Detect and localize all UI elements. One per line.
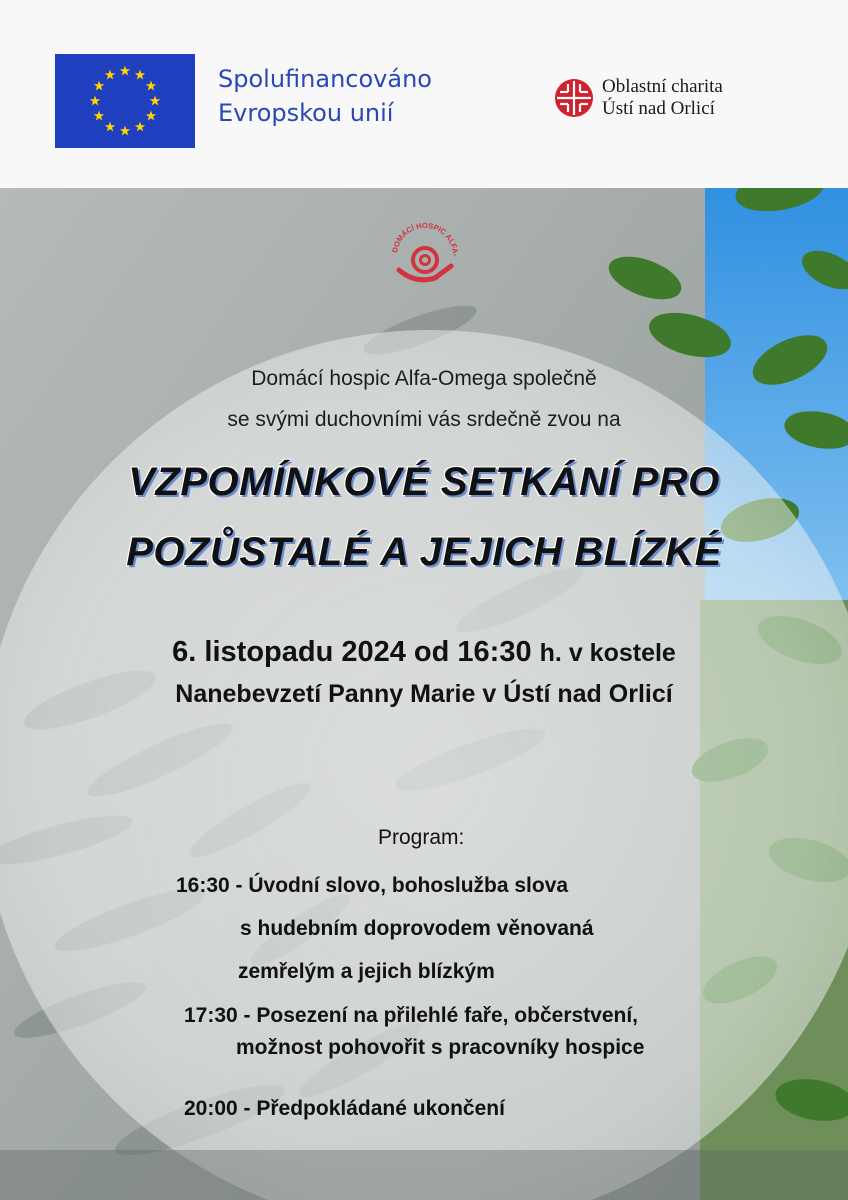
at-sign-hand-icon [385,218,465,286]
eu-star [150,96,160,106]
eu-star [120,126,130,136]
svg-text:DOMÁCÍ HOSPIC ALFA-OMEGA [385,218,460,257]
eu-text-line2: Evropskou unií [218,99,394,127]
eu-star [105,121,115,131]
intro-line2: se svými duchovními vás srdečně zvou na [227,408,621,431]
eu-star [135,70,145,80]
eu-stars [55,54,195,148]
program-item3-line1: 20:00 - Předpokládané ukončení [184,1097,505,1120]
eu-star [146,81,156,91]
eu-star [90,96,100,106]
eu-star [105,70,115,80]
charita-line1: Oblastní charita [602,76,723,97]
caritas-cross-icon [554,78,594,118]
charita-logo [554,78,774,122]
eu-flag-icon [55,54,195,148]
program-heading: Program: [378,826,465,849]
event-title-line1: VZPOMÍNKOVÉ SETKÁNÍ PRO [128,460,720,504]
eu-star [120,66,130,76]
program-item2-line2: možnost pohovořit s pracovníky hospice [236,1036,645,1059]
program-item1-line2: s hudebním doprovodem věnovaná [240,917,594,940]
event-date: 6. listopadu 2024 od 16:30 [172,636,532,668]
eu-cofinanced-text [218,62,432,130]
hospic-logo-text: DOMÁCÍ HOSPIC ALFA- [390,220,461,257]
intro-line1: Domácí hospic Alfa-Omega společně [251,367,597,390]
hospic-logo [385,218,465,286]
program-item1-line1: 16:30 - Úvodní slovo, bohoslužba slova [176,874,569,897]
program-item2-line1: 17:30 - Posezení na přilehlé faře, občerstvení, [184,1004,639,1027]
eu-star [94,111,104,121]
eu-text-line1: Spolufinancováno [218,65,432,93]
charita-name [602,76,723,120]
event-place: Nanebevzetí Panny Marie v Ústí nad Orlicí [175,680,673,708]
eu-star [135,121,145,131]
eu-star [146,111,156,121]
eu-star [94,81,104,91]
event-time-suffix: h. v kostele [539,639,676,667]
event-title-line2: POZŮSTALÉ A JEJICH BLÍZKÉ [126,530,722,574]
event-date-line [0,636,848,669]
charita-line2: Ústí nad Orlicí [602,98,715,119]
program-item1-line3: zemřelým a jejich blízkým [238,960,495,983]
